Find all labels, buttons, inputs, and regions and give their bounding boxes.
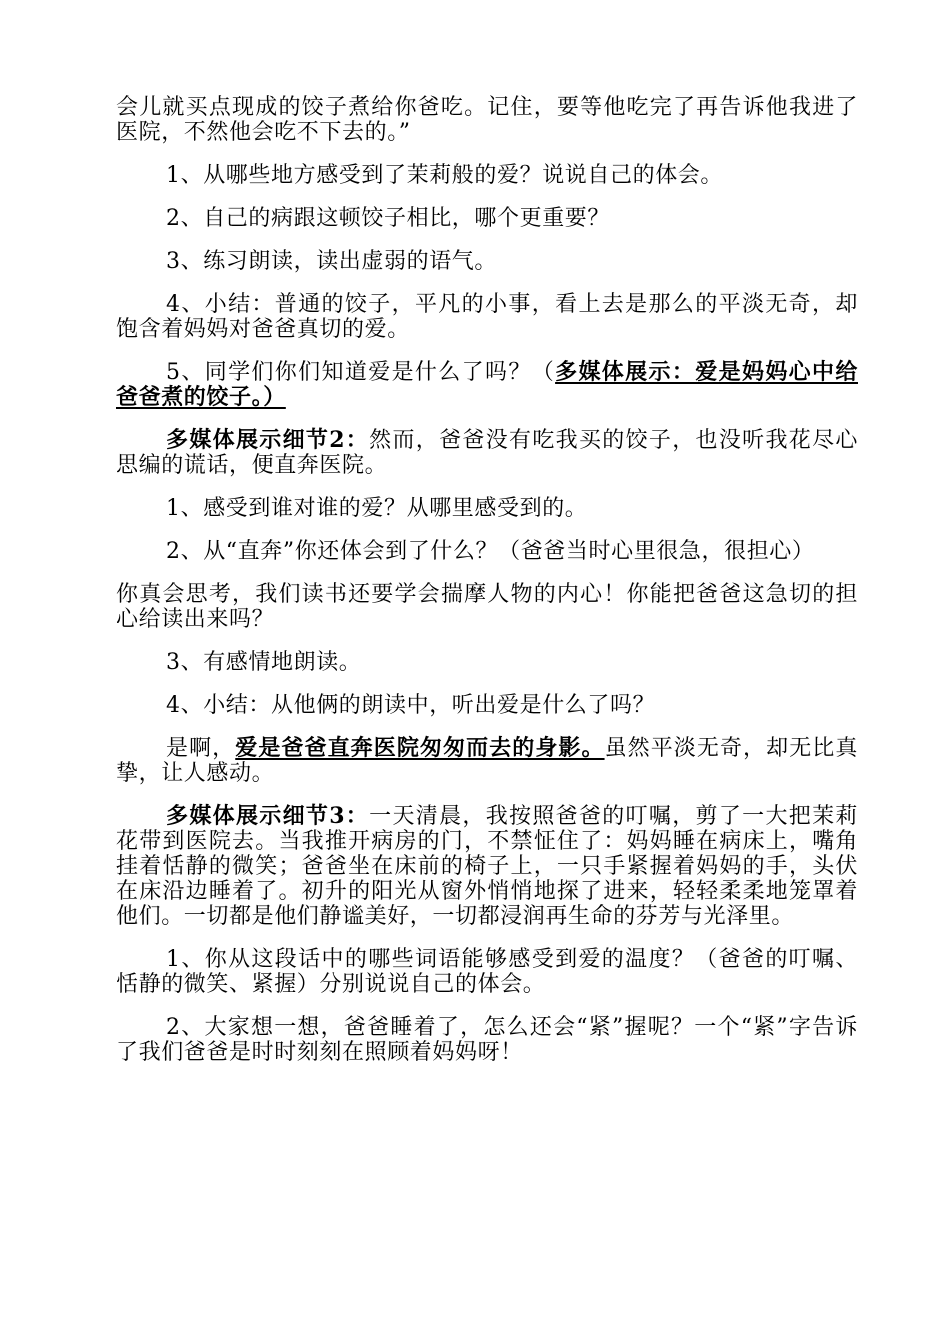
summary-2: 4、小结：从他俩的朗读中，听出爱是什么了吗？	[166, 693, 656, 718]
multimedia-detail-3-text: 一天清晨，我按照爸爸的叮嘱，剪了一大把茉莉花带到医院去。当我推开病房的门，不禁怔住了：妈妈睡在病床上，嘴角挂着恬静的微笑；爸爸坐在床前的椅子上，一只手紧握着妈妈的手，头伏在床沿边睡着了。初升的阳光从窗外悄悄地探了进来，轻轻柔柔地笼罩着他们。一切都是他们静谧美好，一切都浸润再生命的芬芳与光泽里。	[116, 804, 858, 929]
conclusion-2-tail: 虽然平淡无奇，却无比真挚，让人感动。	[116, 736, 858, 786]
teacher-comment: 你真会思考，我们读书还要学会揣摩人物的内心！你能把爸爸这急切的担心给读出来吗？	[116, 582, 858, 632]
multimedia-detail-3-heading: 多媒体展示细节3：	[166, 803, 370, 829]
question-d2-1: 1、感受到谁对谁的爱？从哪里感受到的。	[166, 496, 588, 521]
conclusion-2-lead: 是啊，	[166, 736, 236, 761]
multimedia-detail-2-text: 然而，爸爸没有吃我买的饺子，也没听我花尽心思编的谎话，便直奔医院。	[116, 428, 858, 478]
conclusion-2	[116, 736, 858, 786]
question-d2-3: 3、有感情地朗读。	[166, 650, 362, 675]
question-d2-2: 2、从“直奔”你还体会到了什么？（爸爸当时心里很急，很担心）	[166, 539, 815, 564]
summary-1: 4、小结：普通的饺子，平凡的小事，看上去是那么的平淡无奇，却饱含着妈妈对爸爸真切的爱。	[116, 292, 858, 342]
multimedia-detail-2	[116, 428, 858, 478]
paragraph-1: 会儿就买点现成的饺子煮给你爸吃。记住，要等他吃完了再告诉他我进了医院，不然他会吃不下去的。”	[116, 95, 858, 145]
question-1: 1、从哪些地方感受到了茉莉般的爱？说说自己的体会。	[166, 163, 723, 188]
multimedia-detail-2-heading: 多媒体展示细节2：	[166, 427, 370, 453]
question-d3-2: 2、大家想一想，爸爸睡着了，怎么还会“紧”握呢？一个“紧”字告诉了我们爸爸是时时刻刻在照顾着妈妈呀！	[116, 1015, 858, 1065]
question-2: 2、自己的病跟这顿饺子相比，哪个更重要？	[166, 206, 610, 231]
conclusion-2-highlight: 爱是爸爸直奔医院匆匆而去的身影。	[235, 735, 605, 761]
question-5-text: 5、同学们你们知道爱是什么了吗？（	[166, 360, 556, 385]
question-3: 3、练习朗读，读出虚弱的语气。	[166, 249, 497, 274]
multimedia-detail-3	[116, 804, 858, 929]
multimedia-note-1: 多媒体展示：爱是妈妈心中给爸爸煮的饺子。）	[116, 359, 858, 410]
question-d3-1: 1、你从这段话中的哪些词语能够感受到爱的温度？（爸爸的叮嘱、恬静的微笑、紧握）分别说说自己的体会。	[116, 947, 858, 997]
question-5	[116, 360, 858, 410]
